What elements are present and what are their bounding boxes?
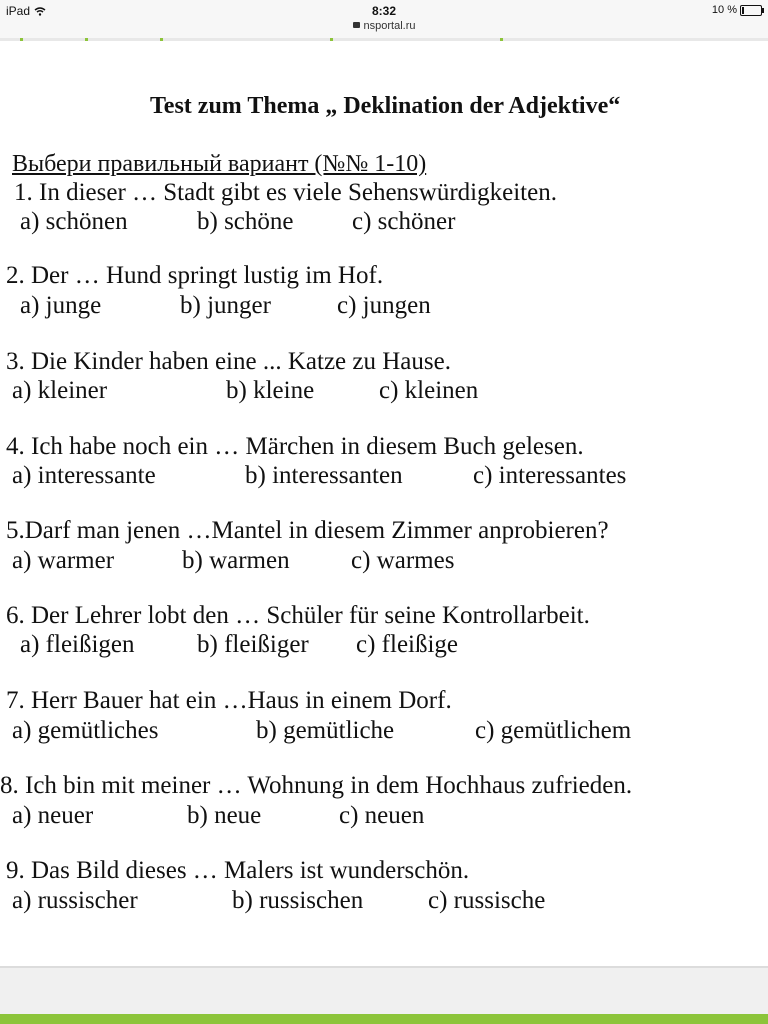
- question-6: 6. Der Lehrer lobt den … Schüler für seine Kontrollarbeit.: [6, 602, 590, 629]
- question-2-option-b: b) junger: [180, 292, 271, 319]
- question-5-option-b: b) warmen: [182, 547, 290, 574]
- battery-fill: [742, 7, 744, 14]
- page-footer: [0, 966, 768, 1024]
- question-1-option-b: b) schöne: [197, 208, 294, 235]
- battery-icon: [740, 5, 762, 16]
- question-2-option-c: c) jungen: [337, 292, 431, 319]
- question-5-option-c: c) warmes: [351, 547, 455, 574]
- question-7: 7. Herr Bauer hat ein …Haus in einem Dorf.: [6, 687, 452, 714]
- footer-accent-bar: [0, 1014, 768, 1024]
- question-9-option-b: b) russischen: [232, 887, 364, 914]
- question-1: 1. In dieser … Stadt gibt es viele Sehenswürdigkeiten.: [14, 179, 557, 206]
- question-3: 3. Die Kinder haben eine ... Katze zu Hause.: [6, 348, 451, 375]
- footer-divider: [0, 966, 768, 968]
- question-1-option-a: a) schönen: [20, 208, 128, 235]
- question-4-option-c: c) interessantes: [473, 462, 627, 489]
- question-4-option-b: b) interessanten: [245, 462, 403, 489]
- question-9: 9. Das Bild dieses … Malers ist wunderschön.: [6, 857, 470, 884]
- question-3-option-a: a) kleiner: [12, 377, 108, 404]
- question-8: 8. Ich bin mit meiner … Wohnung in dem Hochhaus zufrieden.: [0, 772, 633, 799]
- page-title: Test zum Thema „ Deklination der Adjektive“: [150, 93, 621, 119]
- question-6-option-b: b) fleißiger: [197, 631, 309, 658]
- question-7-option-c: c) gemütlichem: [475, 717, 632, 744]
- question-5: 5.Darf man jenen …Mantel in diesem Zimmer anprobieren?: [6, 517, 609, 544]
- question-9-option-a: a) russischer: [12, 887, 138, 914]
- question-7-option-a: a) gemütliches: [12, 717, 159, 744]
- question-3-option-c: c) kleinen: [379, 377, 479, 404]
- question-4: 4. Ich habe noch ein … Märchen in diesem Buch gelesen.: [6, 433, 584, 460]
- status-bar: [0, 0, 768, 38]
- url-text: nsportal.ru: [363, 20, 416, 32]
- device-name: iPad: [6, 4, 31, 18]
- question-2-option-a: a) junge: [20, 292, 102, 319]
- question-8-option-c: c) neuen: [339, 802, 425, 829]
- question-3-option-b: b) kleine: [226, 377, 315, 404]
- battery-indicator: [712, 4, 762, 16]
- question-7-option-b: b) gemütliche: [256, 717, 395, 744]
- lock-icon: [353, 22, 360, 28]
- clock: 8:32: [371, 4, 397, 18]
- question-1-option-c: c) schöner: [352, 208, 456, 235]
- question-8-option-a: a) neuer: [12, 802, 94, 829]
- instruction-text: Выбери правильный вариант (№№ 1-10): [12, 151, 427, 177]
- document-page[interactable]: [0, 41, 768, 966]
- address-bar[interactable]: [0, 20, 768, 32]
- question-2: 2. Der … Hund springt lustig im Hof.: [6, 262, 384, 289]
- battery-percent: 10 %: [711, 4, 737, 16]
- question-6-option-c: c) fleißige: [356, 631, 459, 658]
- question-6-option-a: a) fleißigen: [20, 631, 135, 658]
- question-9-option-c: c) russische: [428, 887, 546, 914]
- question-8-option-b: b) neue: [187, 802, 262, 829]
- question-4-option-a: a) interessante: [12, 462, 156, 489]
- question-5-option-a: a) warmer: [12, 547, 115, 574]
